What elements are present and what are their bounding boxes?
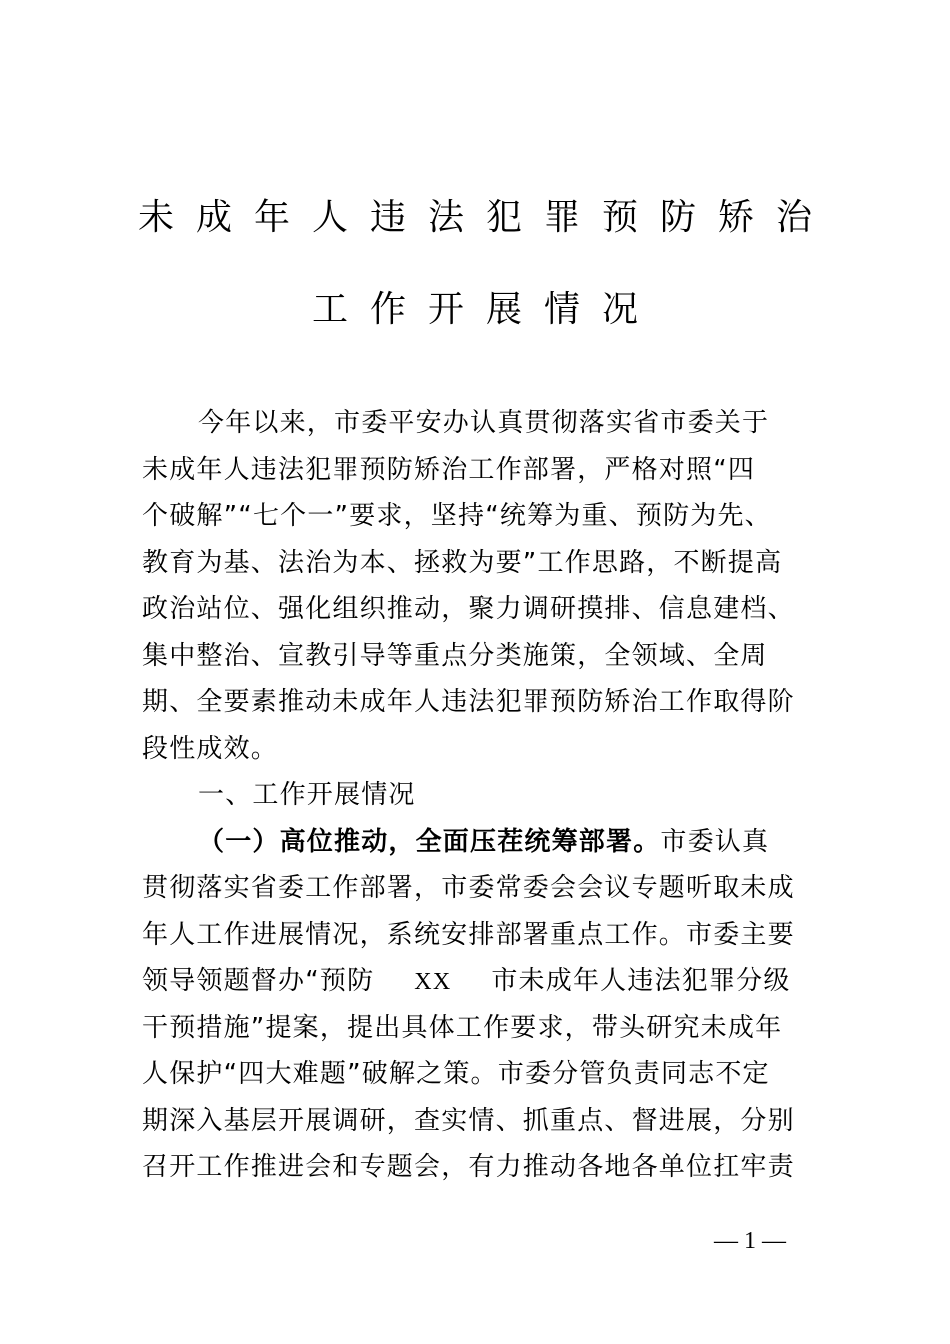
paragraph-line: 期、全要素推动未成年人违法犯罪预防矫治工作取得阶 — [142, 687, 795, 717]
subsection-text-start: 市委认真 — [660, 826, 770, 857]
paragraph-line: 段性成效。 — [142, 733, 279, 764]
paragraph-line: 教育为基、法治为本、拯救为要”工作思路，不断提高 — [142, 547, 783, 578]
paragraph-line: 期深入基层开展调研，查实情、抓重点、督进展，分别 — [142, 1105, 795, 1136]
paragraph-line: 政治站位、强化组织推动，聚力调研摸排、信息建档、 — [142, 594, 795, 624]
placeholder-xx: XX — [414, 969, 452, 995]
subsection-heading: （一）高位推动，全面压茬统筹部署。 — [198, 826, 661, 857]
placeholder-prefix: 领导领题督办“预防 — [142, 966, 375, 996]
paragraph-line: 人保护“四大难题”破解之策。市委分管负责同志不定 — [142, 1059, 770, 1089]
paragraph-line: 年人工作进展情况，系统安排部署重点工作。市委主要 — [142, 919, 795, 950]
paragraph-line: 今年以来，市委平安办认真贯彻落实省市委关于 — [198, 408, 770, 438]
paragraph-line: 召开工作推进会和专题会，有力推动各地各单位扛牢责 — [142, 1152, 795, 1182]
document-body — [142, 400, 832, 1191]
paragraph-line: 贯彻落实省委工作部署，市委常委会会议专题听取未成 — [142, 873, 795, 903]
section-heading: 一、工作开展情况 — [198, 780, 416, 810]
document-title-line-1: 未成年人违法犯罪预防矫治 — [137, 197, 834, 238]
paragraph-line: 未成年人违法犯罪预防矫治工作部署，严格对照“四 — [142, 454, 756, 485]
paragraph-line: 个破解”“七个一”要求，坚持“统筹为重、预防为先、 — [142, 501, 772, 531]
document-title-line-2: 工作开展情况 — [311, 289, 660, 330]
paragraph-line-with-placeholder — [142, 958, 832, 1005]
placeholder-suffix: 市未成年人违法犯罪分级 — [491, 966, 791, 996]
page-number: — 1 — — [714, 1228, 786, 1254]
paragraph-line: 干预措施”提案，提出具体工作要求，带头研究未成年 — [142, 1012, 783, 1043]
paragraph-line: 集中整治、宣教引导等重点分类施策，全领域、全周 — [142, 640, 768, 671]
subsection-first-line — [142, 819, 832, 866]
